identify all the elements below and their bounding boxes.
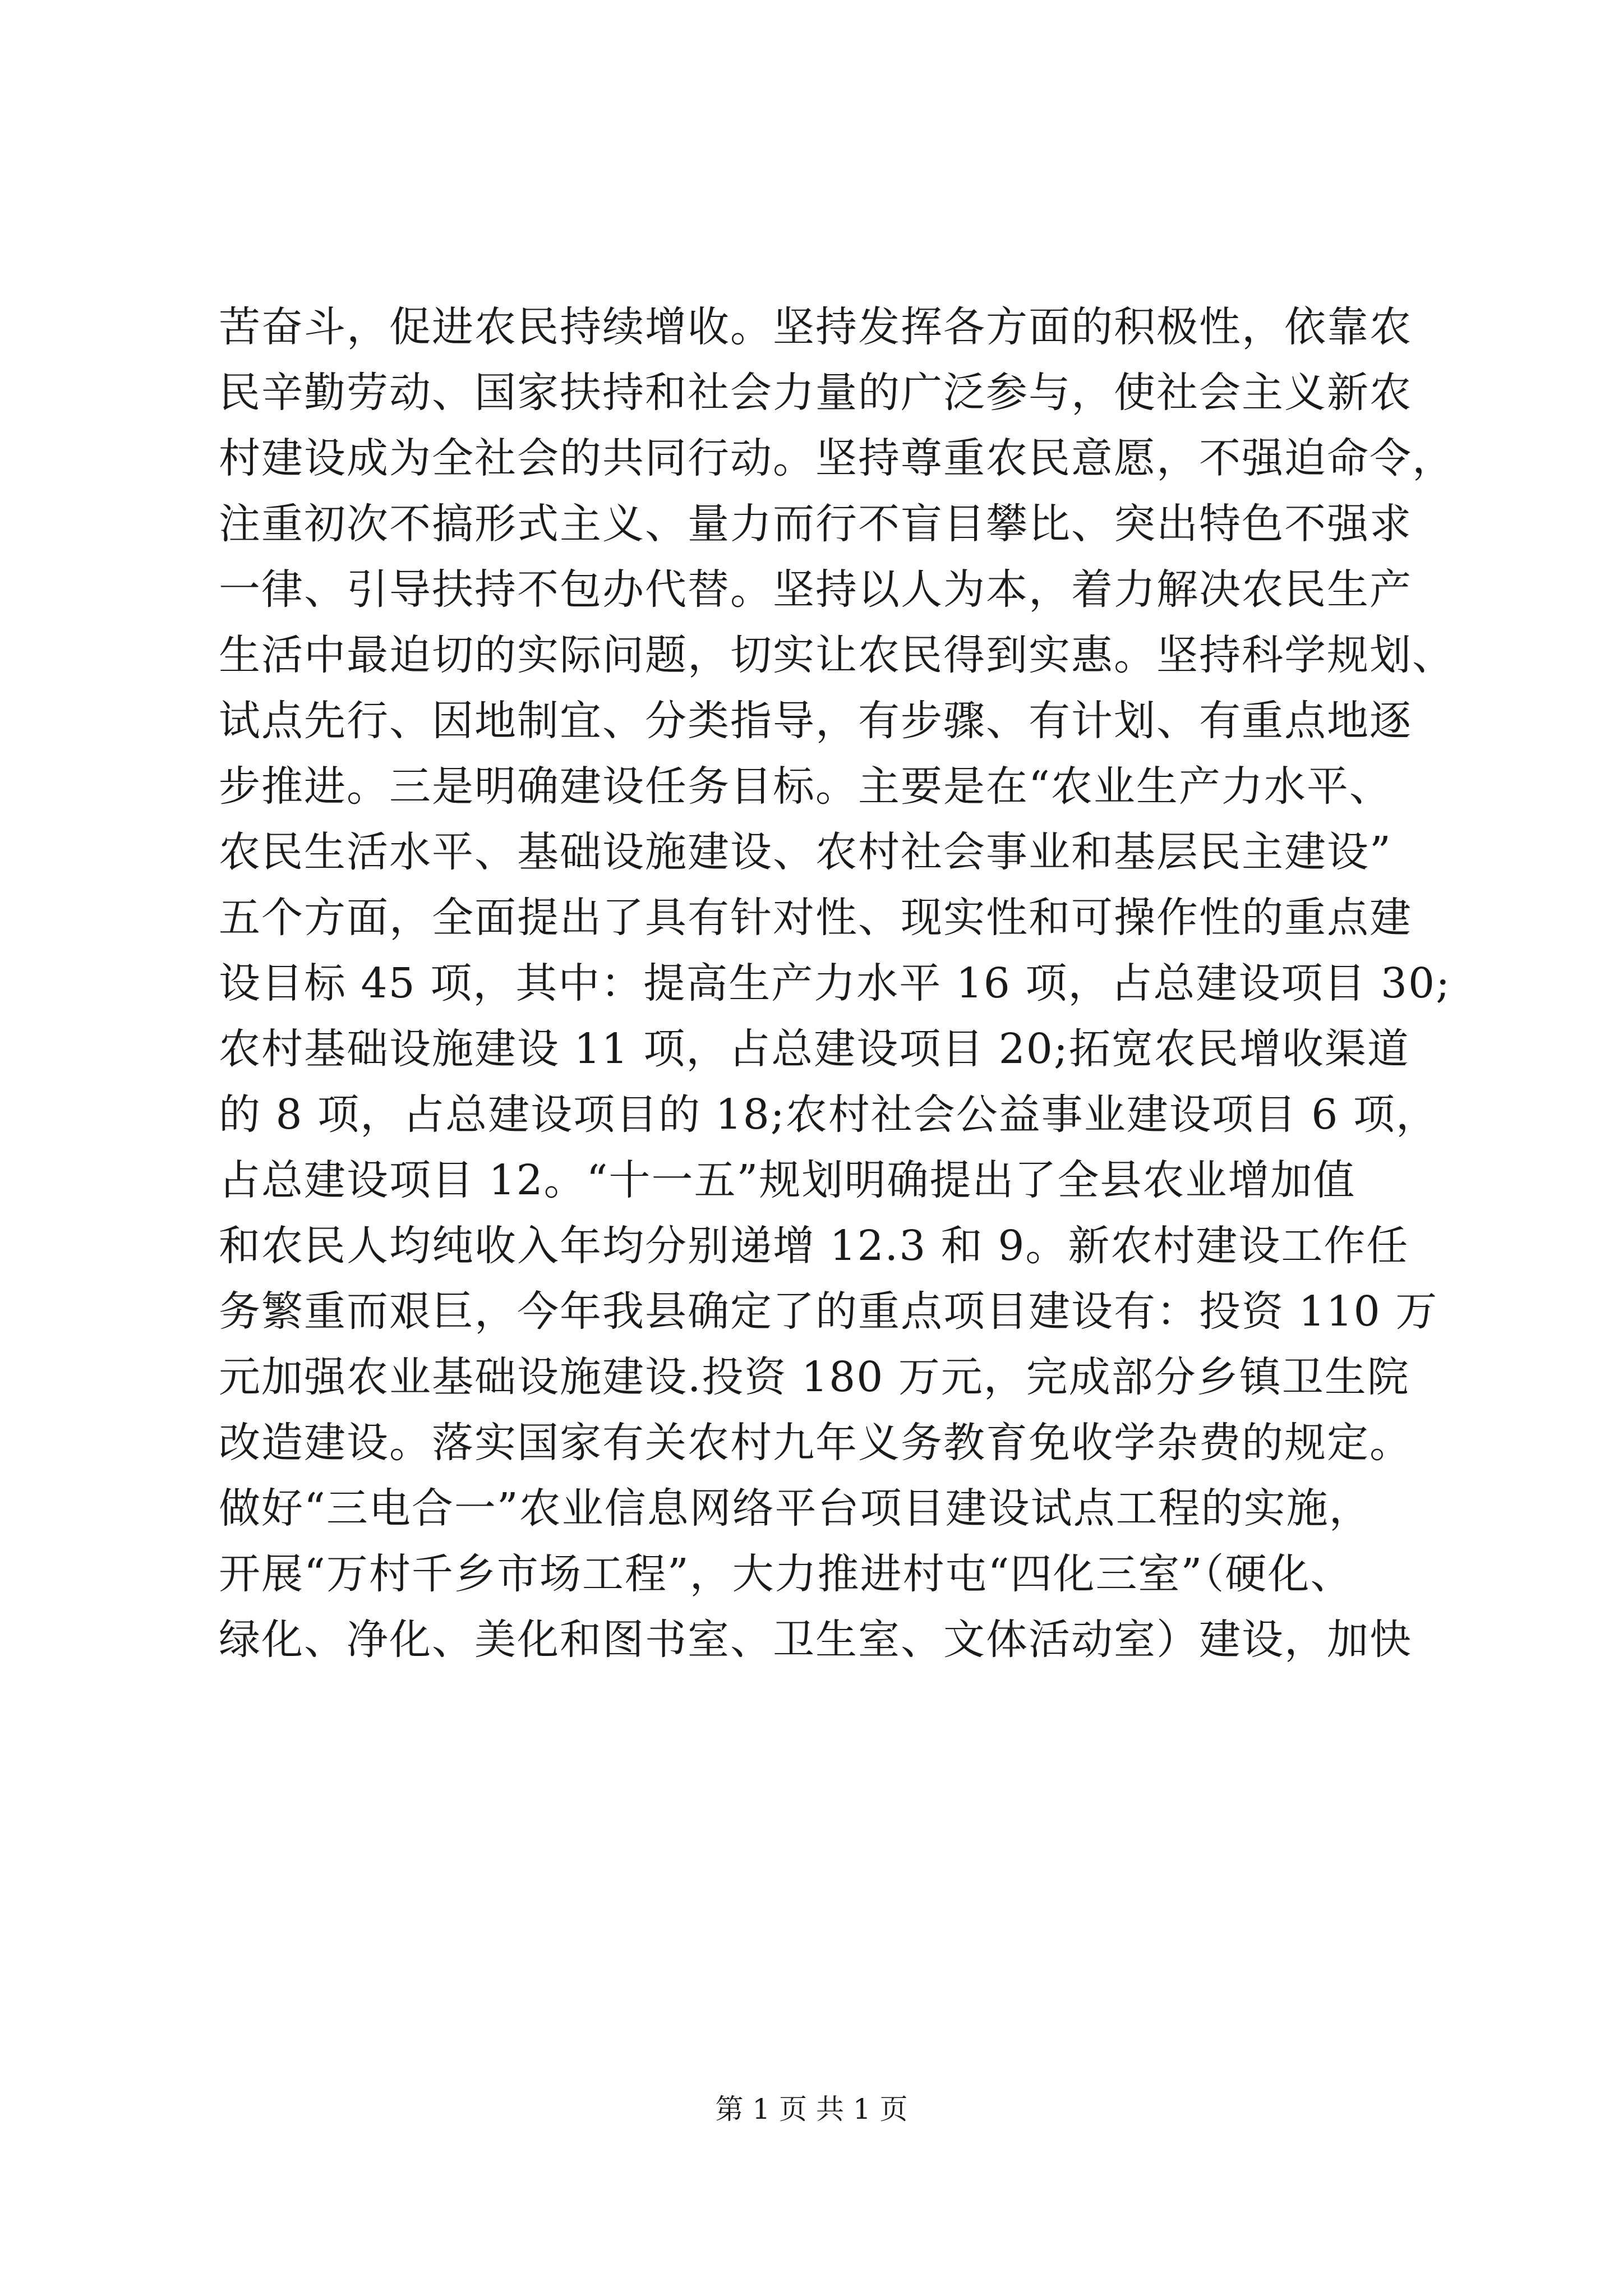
text-line: 绿化、净化、美化和图书室、卫生室、文体活动室）建设，加快 bbox=[219, 1616, 1412, 1664]
text-line: 生活中最迫切的实际问题，切实让农民得到实惠。坚持科学规划、 bbox=[219, 631, 1455, 679]
document-body bbox=[219, 295, 1455, 1673]
text-line: 步推进。三是明确建设任务目标。主要是在“农业生产力水平、 bbox=[219, 762, 1392, 811]
text-line: 试点先行、因地制宜、分类指导，有步骤、有计划、有重点地逐 bbox=[219, 697, 1412, 745]
text-line: 民辛勤劳动、国家扶持和社会力量的广泛参与，使社会主义新农 bbox=[219, 369, 1412, 417]
text-line: 开展“万村千乡市场工程”，大力推进村屯“四化三室”（硬化、 bbox=[219, 1550, 1353, 1598]
text-line: 苦奋斗，促进农民持续增收。坚持发挥各方面的积极性，依靠农 bbox=[219, 303, 1412, 351]
text-line: 村建设成为全社会的共同行动。坚持尊重农民意愿，不强迫命令， bbox=[219, 434, 1455, 482]
text-line: 务繁重而艰巨，今年我县确定了的重点项目建设有：投资 110 万 bbox=[219, 1287, 1438, 1336]
text-line: 做好“三电合一”农业信息网络平台项目建设试点工程的实施， bbox=[219, 1484, 1372, 1533]
page-number: 第 1 页 共 1 页 bbox=[715, 2093, 908, 2125]
text-line: 占总建设项目 12。“十一五”规划明确提出了全县农业增加值 bbox=[219, 1156, 1356, 1204]
text-line: 的 8 项，占总建设项目的 18;农村社会公益事业建设项目 6 项， bbox=[219, 1091, 1438, 1139]
text-line: 和农民人均纯收入年均分别递增 12.3 和 9。新农村建设工作任 bbox=[219, 1222, 1409, 1270]
page-footer bbox=[0, 2090, 1623, 2129]
text-line: 元加强农业基础设施建设.投资 180 万元，完成部分乡镇卫生院 bbox=[219, 1353, 1410, 1401]
text-line: 农村基础设施建设 11 项，占总建设项目 20;拓宽农民增收渠道 bbox=[219, 1025, 1410, 1073]
text-line: 五个方面，全面提出了具有针对性、现实性和可操作性的重点建 bbox=[219, 894, 1412, 942]
text-line: 农民生活水平、基础设施建设、农村社会事业和基层民主建设” bbox=[219, 828, 1392, 876]
text-line: 一律、引导扶持不包办代替。坚持以人为本，着力解决农民生产 bbox=[219, 565, 1412, 614]
text-line: 改造建设。落实国家有关农村九年义务教育免收学杂费的规定。 bbox=[219, 1419, 1412, 1467]
text-line: 注重初次不搞形式主义、量力而行不盲目攀比、突出特色不强求 bbox=[219, 500, 1412, 548]
text-line: 设目标 45 项，其中：提高生产力水平 16 项，占总建设项目 30; bbox=[219, 959, 1451, 1007]
